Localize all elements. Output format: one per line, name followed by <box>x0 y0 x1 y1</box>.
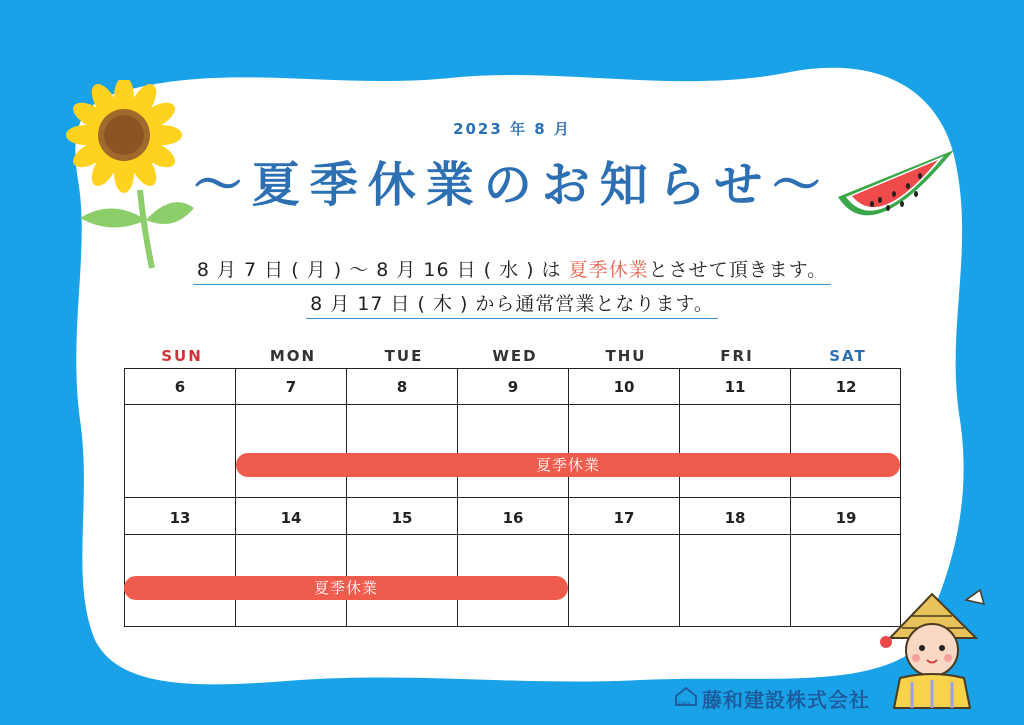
day-number: 11 <box>724 378 746 396</box>
cell-body <box>679 534 791 627</box>
notice-highlight: 夏季休業 <box>568 259 649 281</box>
cell-body <box>790 404 901 498</box>
weekday-fri: FRI <box>720 347 754 365</box>
cell-body <box>568 534 680 627</box>
notice-dates: 8 月 7 日 ( 月 ) ～ 8 月 16 日 ( 水 ) は <box>196 259 569 281</box>
weekday-sat: SAT <box>829 347 867 365</box>
holiday-bar-week1: 夏季休業 <box>236 453 900 477</box>
cell-body <box>568 404 680 498</box>
notice-line-2 <box>0 289 1024 316</box>
weekday-mon: MON <box>269 347 317 365</box>
year-month-label: 2023 年 8 月 <box>453 120 571 138</box>
day-number: 6 <box>174 378 186 396</box>
day-number: 16 <box>502 509 524 527</box>
mascot-character-icon <box>872 586 992 711</box>
cell-body <box>235 404 347 498</box>
notice-resume: 8 月 17 日 ( 木 ) から通常営業となります。 <box>306 293 718 319</box>
day-number: 17 <box>613 509 635 527</box>
day-number: 13 <box>169 509 191 527</box>
holiday-bar-week2: 夏季休業 <box>124 576 568 600</box>
day-number: 15 <box>391 509 413 527</box>
day-number: 10 <box>613 378 635 396</box>
company-logo-text: towa <box>676 700 691 707</box>
day-number: 7 <box>285 378 297 396</box>
day-number: 12 <box>835 378 857 396</box>
day-number: 19 <box>835 509 857 527</box>
notice-suffix: とさせて頂きます。 <box>648 259 828 281</box>
weekday-wed: WED <box>492 347 538 365</box>
cell-body <box>346 404 458 498</box>
weekday-tue: TUE <box>384 347 424 365</box>
day-number: 14 <box>280 509 302 527</box>
weekday-sun: SUN <box>161 347 203 365</box>
weekday-thu: THU <box>605 347 647 365</box>
day-number: 8 <box>396 378 408 396</box>
day-number: 9 <box>507 378 519 396</box>
cell-body <box>124 404 236 498</box>
day-number: 18 <box>724 509 746 527</box>
cell-body <box>679 404 791 498</box>
cell-body <box>457 404 569 498</box>
company-name: 藤和建設株式会社 <box>702 688 870 712</box>
notice-line-1 <box>0 255 1024 282</box>
page-title: ～夏季休業のお知らせ～ <box>193 157 831 213</box>
